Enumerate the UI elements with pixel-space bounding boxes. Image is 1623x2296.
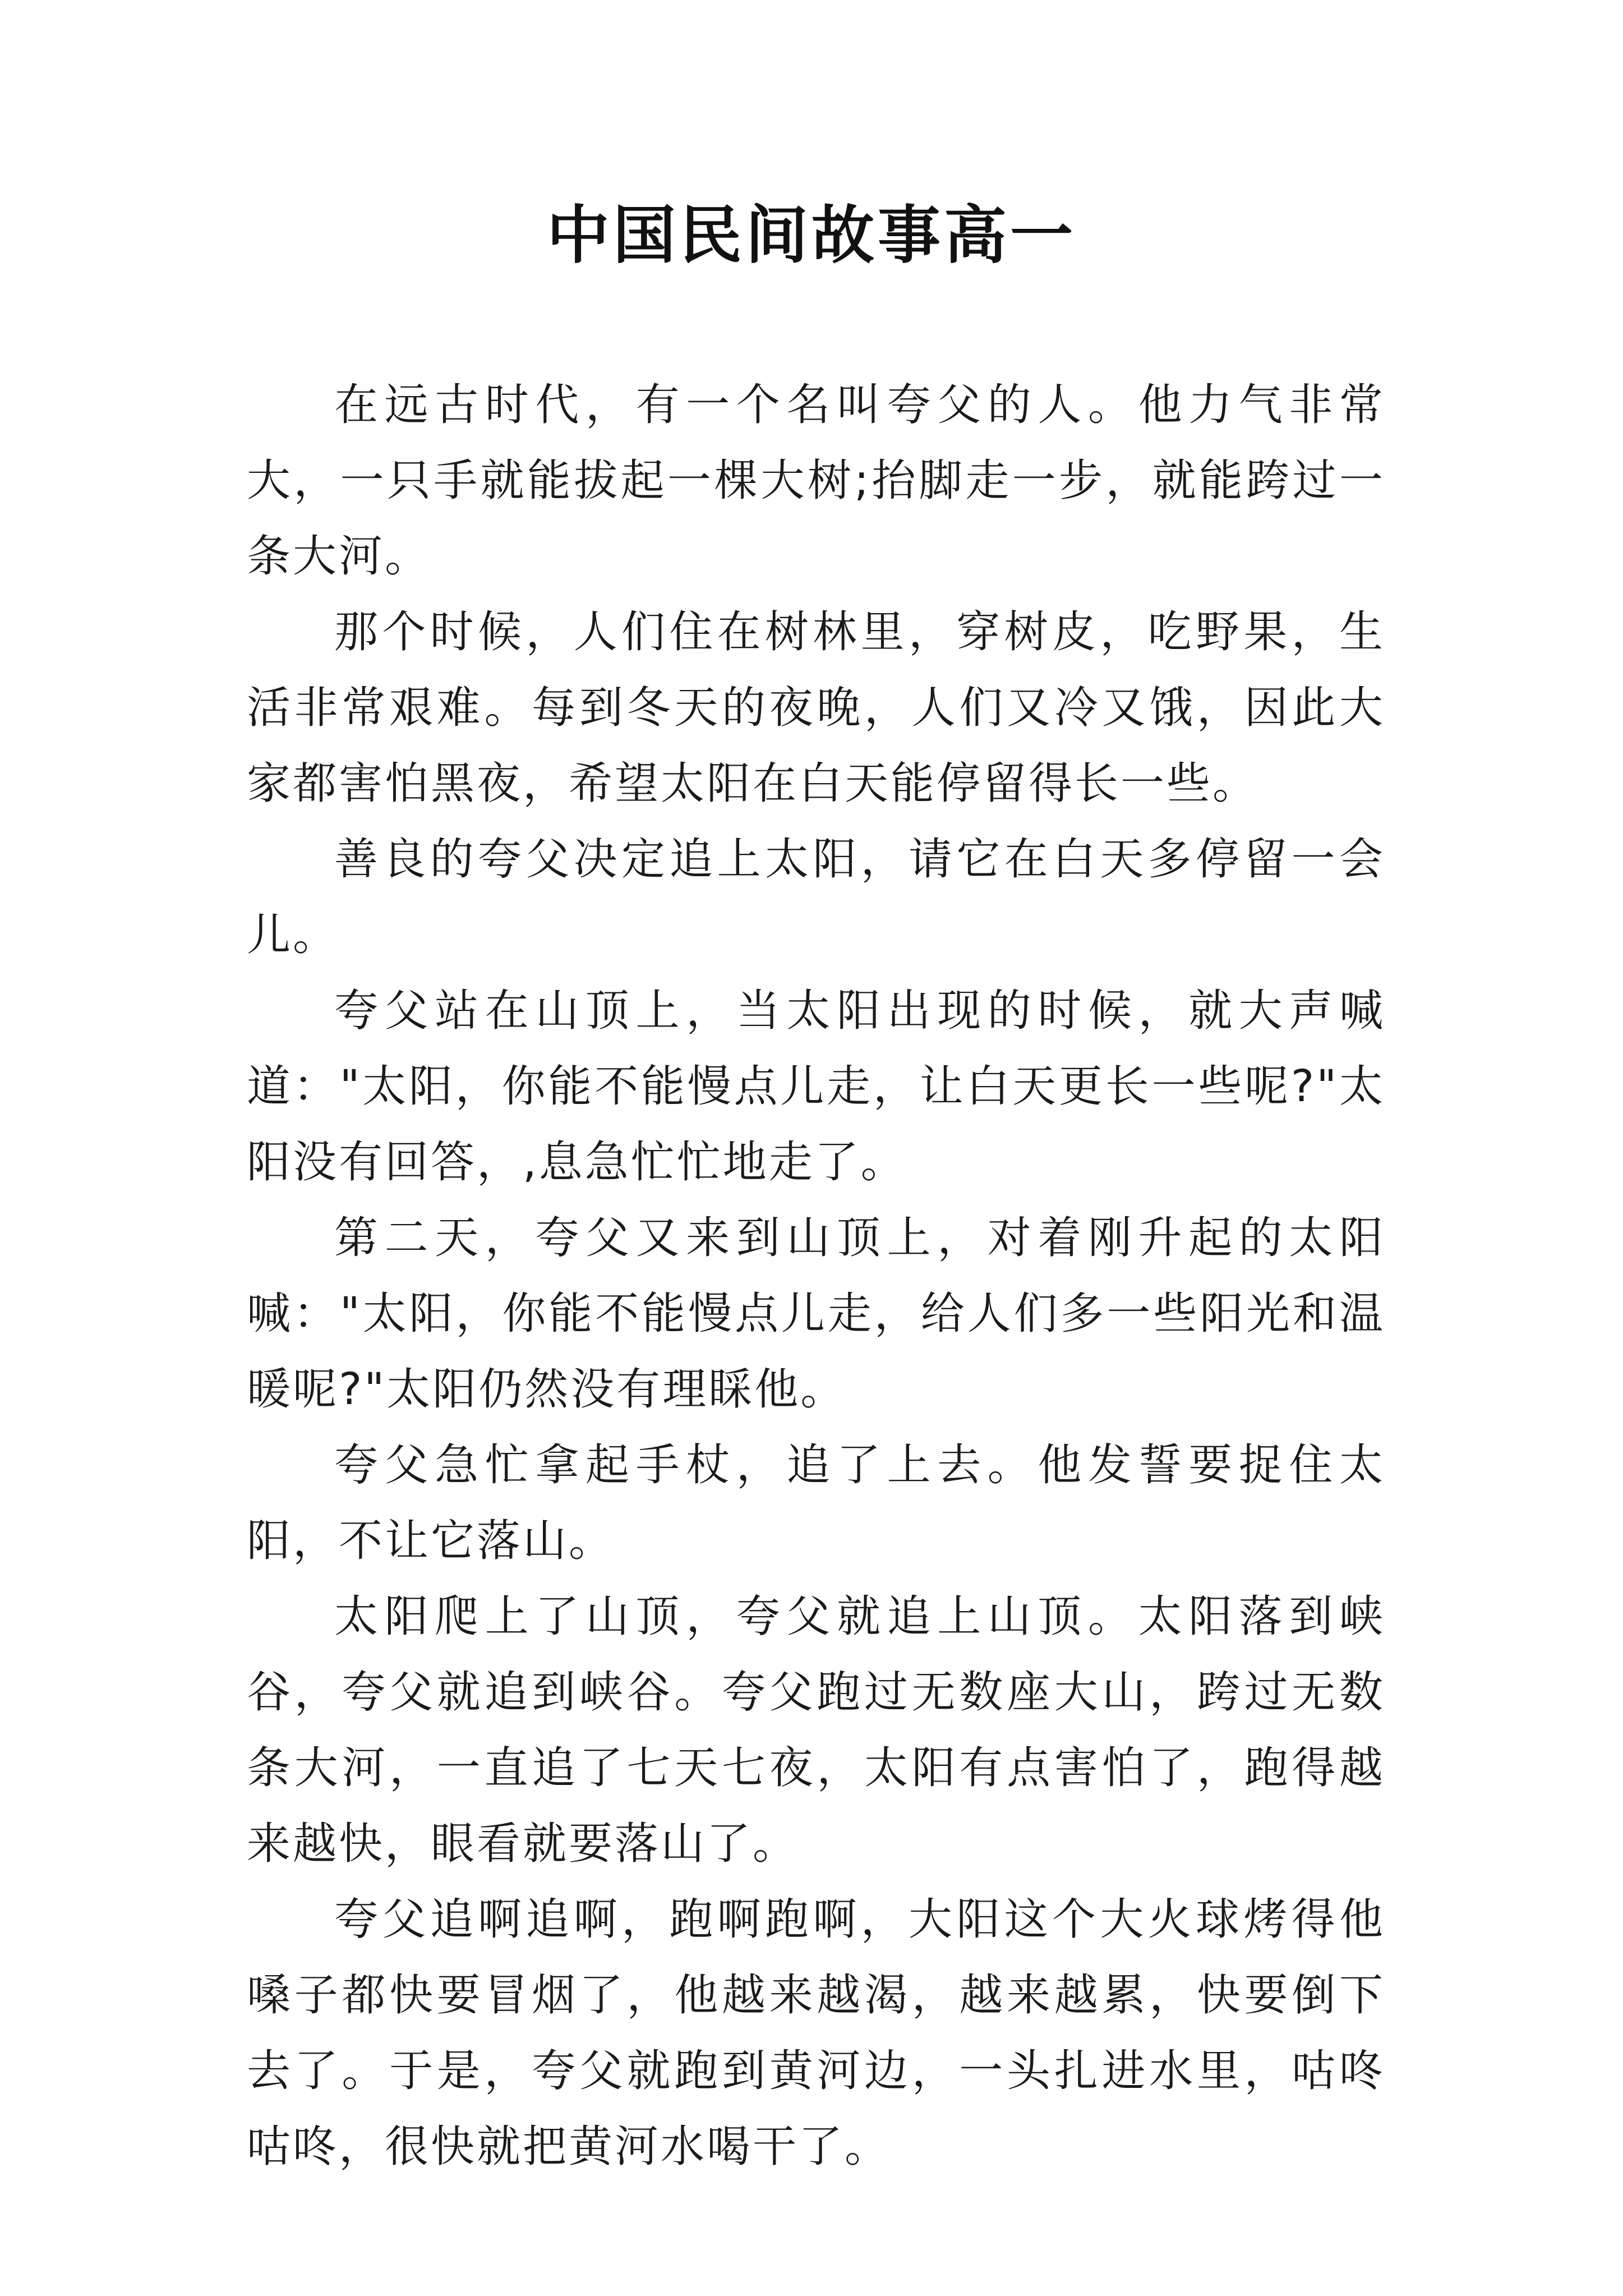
document-body xyxy=(247,367,1385,2185)
paragraph: 夸父急忙拿起手杖，追了上去。他发誓要捉住太阳，不让它落山。 xyxy=(247,1440,1385,1566)
paragraph: 善良的夸父决定追上太阳，请它在白天多停留一会儿。 xyxy=(247,834,1385,960)
document-title: 中国民间故事高一 xyxy=(547,199,1076,272)
paragraph: 那个时候，人们住在树林里，穿树皮，吃野果，生活非常艰难。每到冬天的夜晚，人们又冷又饿，因此大家都害怕黑夜，希望太阳在白天能停留得长一些。 xyxy=(247,607,1385,809)
paragraph: 在远古时代，有一个名叫夸父的人。他力气非常大，一只手就能拔起一棵大树;抬脚走一步，就能跨过一条大河。 xyxy=(247,380,1385,582)
paragraph: 夸父站在山顶上，当太阳出现的时候，就大声喊道："太阳，你能不能慢点儿走，让白天更长一些呢?"太阳没有回答，,息急忙忙地走了。 xyxy=(247,986,1385,1188)
paragraph: 夸父追啊追啊，跑啊跑啊，大阳这个大火球烤得他嗓子都快要冒烟了，他越来越渴，越来越累，快要倒下去了。于是，夸父就跑到黄河边，一头扎进水里，咕咚咕咚，很快就把黄河水喝干了。 xyxy=(247,1894,1385,2172)
paragraph: 第二天，夸父又来到山顶上，对着刚升起的太阳喊："太阳，你能不能慢点儿走，给人们多一些阳光和温暖呢?"太阳仍然没有理睬他。 xyxy=(247,1213,1385,1415)
paragraph: 太阳爬上了山顶，夸父就追上山顶。太阳落到峡谷，夸父就追到峡谷。夸父跑过无数座大山，跨过无数条大河，一直追了七天七夜，太阳有点害怕了，跑得越来越快，眼看就要落山了。 xyxy=(247,1591,1385,1869)
